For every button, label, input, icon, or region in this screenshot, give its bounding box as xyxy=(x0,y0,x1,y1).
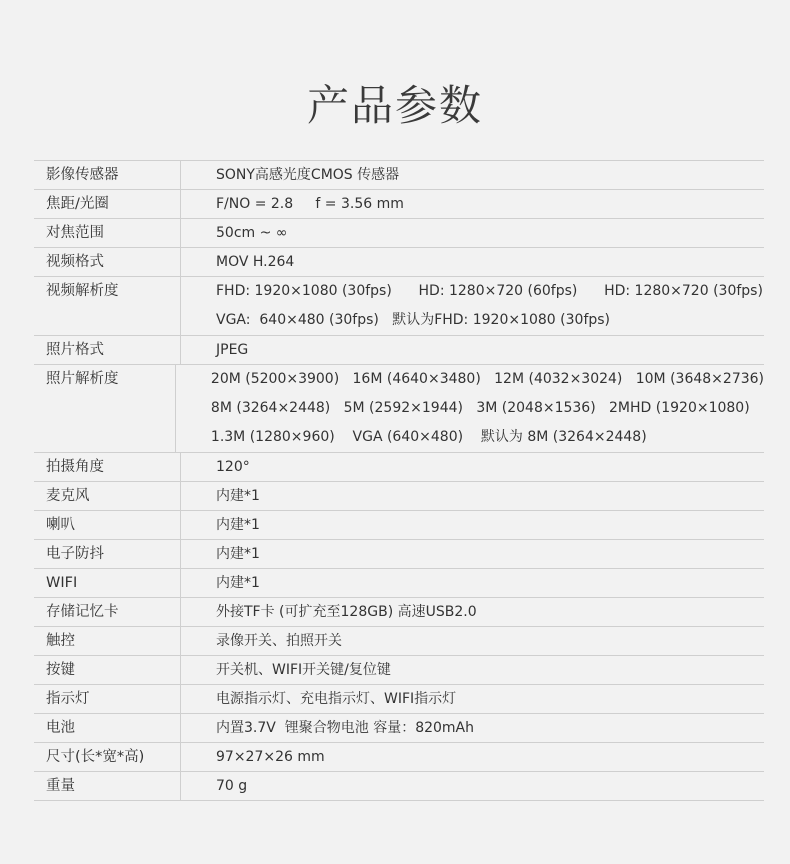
spec-value-line: 8M (3264×2448) 5M (2592×1944) 3M (2048×1536) 2MHD (1920×1080) xyxy=(210,400,750,416)
spec-value-line: SONY高感光度CMOS 传感器 xyxy=(216,167,400,183)
spec-row xyxy=(34,743,764,772)
spec-value-line: 内建*1 xyxy=(216,517,260,533)
spec-label: 按键 xyxy=(46,662,75,678)
spec-label: 照片解析度 xyxy=(46,371,119,387)
spec-value-line: JPEG xyxy=(216,342,249,358)
spec-value-line: 内置3.7V 锂聚合物电池 容量：820mAh xyxy=(216,720,475,736)
spec-value xyxy=(181,743,764,771)
spec-value-line: 电源指示灯、充电指示灯、WIFI指示灯 xyxy=(216,691,457,707)
spec-row xyxy=(34,656,764,685)
spec-label: 麦克风 xyxy=(46,488,90,504)
spec-value xyxy=(181,540,764,568)
spec-value xyxy=(181,248,764,276)
spec-label: 照片格式 xyxy=(46,342,104,358)
spec-row xyxy=(34,277,764,336)
spec-value-line: F/NO = 2.8 f = 3.56 mm xyxy=(216,196,404,212)
spec-row xyxy=(34,453,764,482)
spec-value-line: 开关机、WIFI开关键/复位键 xyxy=(216,662,391,678)
spec-label: WIFI xyxy=(46,575,78,591)
spec-value xyxy=(181,482,764,510)
spec-row xyxy=(34,219,764,248)
spec-row xyxy=(34,482,764,511)
spec-value-line: 录像开关、拍照开关 xyxy=(216,633,342,649)
spec-label: 重量 xyxy=(46,778,75,794)
spec-value xyxy=(181,714,764,742)
spec-row xyxy=(34,714,764,743)
spec-row xyxy=(34,336,764,365)
spec-value-line: MOV H.264 xyxy=(216,254,295,270)
page-title: 产品参数 xyxy=(306,81,483,130)
spec-label: 焦距/光圈 xyxy=(46,196,109,212)
spec-value xyxy=(181,453,764,481)
spec-value xyxy=(181,656,764,684)
spec-label: 尺寸(长*宽*高) xyxy=(46,749,145,765)
spec-label: 视频格式 xyxy=(46,254,104,270)
spec-label: 存储记忆卡 xyxy=(46,604,119,620)
spec-row xyxy=(34,540,764,569)
spec-value-line: 外接TF卡 (可扩充至128GB) 高速USB2.0 xyxy=(216,604,477,620)
spec-value xyxy=(181,511,764,539)
spec-row xyxy=(34,190,764,219)
spec-label: 对焦范围 xyxy=(46,225,104,241)
spec-row xyxy=(34,598,764,627)
spec-label: 电子防抖 xyxy=(46,546,104,562)
spec-table xyxy=(34,160,764,801)
spec-value xyxy=(181,685,764,713)
spec-value-line: 97×27×26 mm xyxy=(216,749,325,765)
spec-row xyxy=(34,685,764,714)
spec-value xyxy=(181,190,764,218)
spec-value-line: 内建*1 xyxy=(216,488,260,504)
spec-value xyxy=(181,569,764,597)
spec-label: 影像传感器 xyxy=(46,167,119,183)
spec-value-line: 1.3M (1280×960) VGA (640×480) 默认为 8M (3264×2448) xyxy=(210,429,647,445)
spec-value-line: FHD: 1920×1080 (30fps) HD: 1280×720 (60fps) HD: 1280×720 (30fps) xyxy=(216,283,763,299)
spec-value xyxy=(181,219,764,247)
spec-row xyxy=(34,161,764,190)
spec-value-line: 20M (5200×3900) 16M (4640×3480) 12M (4032×3024) 10M (3648×2736) xyxy=(210,371,764,387)
spec-label: 喇叭 xyxy=(46,517,75,533)
spec-value xyxy=(181,277,764,335)
spec-value xyxy=(176,365,764,452)
spec-value-line: 内建*1 xyxy=(216,575,260,591)
spec-value xyxy=(181,161,764,189)
spec-row xyxy=(34,365,764,453)
spec-value-line: 50cm ~ ∞ xyxy=(216,225,288,241)
spec-label: 拍摄角度 xyxy=(46,459,104,475)
spec-value xyxy=(181,627,764,655)
spec-value xyxy=(181,598,764,626)
spec-label: 视频解析度 xyxy=(46,283,119,299)
spec-label: 指示灯 xyxy=(46,691,90,707)
spec-row xyxy=(34,627,764,656)
spec-row xyxy=(34,511,764,540)
spec-row xyxy=(34,772,764,801)
spec-value-line: 70 g xyxy=(216,778,248,794)
spec-value-line: 内建*1 xyxy=(216,546,260,562)
spec-row xyxy=(34,248,764,277)
spec-value xyxy=(181,336,764,364)
spec-value xyxy=(181,772,764,800)
spec-value-line: VGA: 640×480 (30fps) 默认为FHD: 1920×1080 (30fps) xyxy=(216,312,611,328)
spec-label: 触控 xyxy=(46,633,75,649)
spec-label: 电池 xyxy=(46,720,75,736)
spec-value-line: 120° xyxy=(216,459,250,475)
spec-row xyxy=(34,569,764,598)
